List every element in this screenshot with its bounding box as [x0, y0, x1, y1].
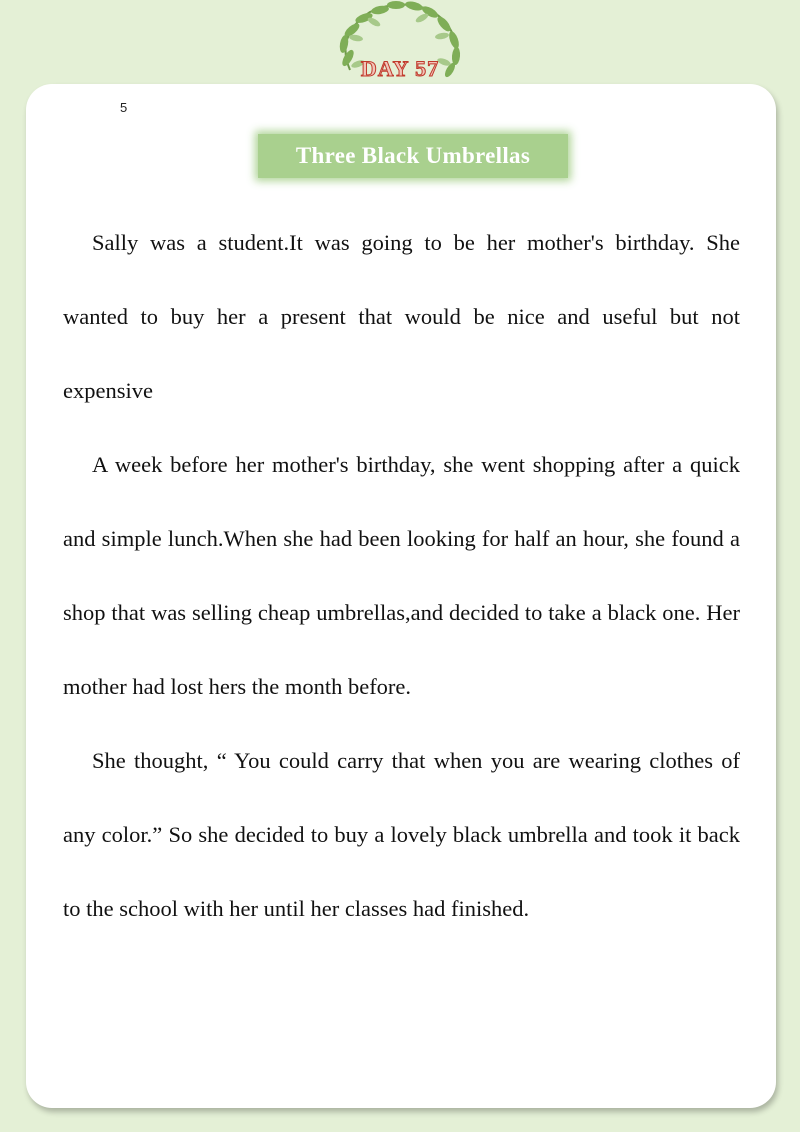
- story-paragraph: Sally was a student.It was going to be her mother's birthday. She wanted to buy her a present that would be nice and useful but not expensive: [63, 230, 740, 403]
- story-body: [63, 206, 740, 946]
- story-paragraph: A week before her mother's birthday, she went shopping after a quick and simple lunch.When she had been looking for half an hour, she found a shop that was selling cheap umbrellas,and decided to take a black one. Her mother had lost hers the month before.: [63, 452, 740, 699]
- title-banner: [258, 134, 568, 178]
- story-paragraph: She thought, “ You could carry that when you are wearing clothes of any color.” So she decided to buy a lovely black umbrella and took it back to the school with her until her classes had finished.: [63, 748, 740, 921]
- page-title: Three Black Umbrellas: [295, 143, 531, 168]
- day-badge: [330, 0, 470, 88]
- page-number: 5: [120, 100, 128, 115]
- day-label: DAY 57: [360, 56, 440, 81]
